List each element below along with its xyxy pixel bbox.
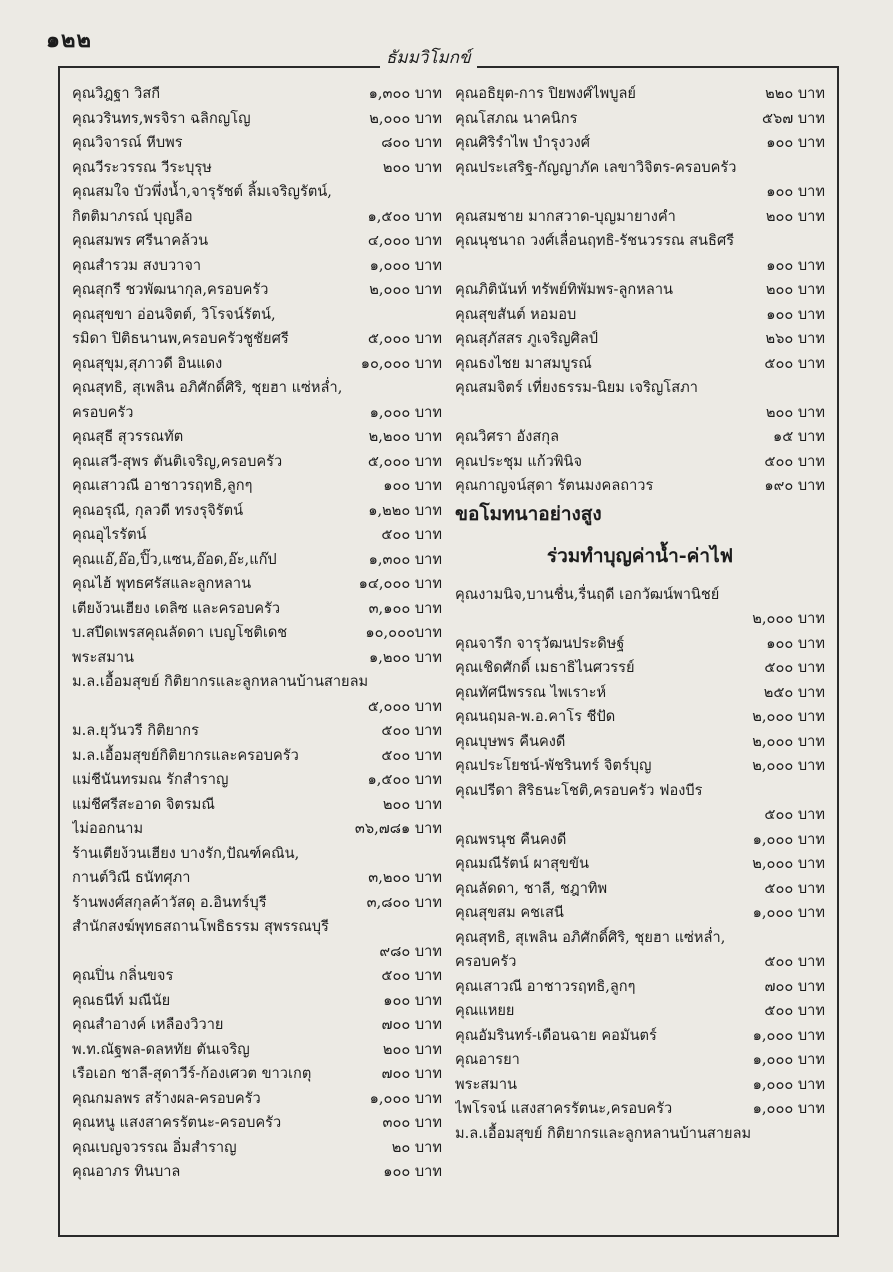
donor-row [72, 229, 442, 254]
donor-name: คุณพรนุช คืนคงดี [455, 830, 567, 848]
donor-name: แม่ชีนันทรมณ รักสำราญ [72, 771, 229, 788]
donor-name: คุณนุชนาถ วงศ์เลื่อนฤทธิ-รัชนวรรณ สนธิศรี [455, 232, 735, 249]
donation-amount: ๒๕๐ บาท [763, 683, 825, 701]
donor-row [72, 205, 442, 230]
donor-row [72, 180, 442, 205]
donor-row [72, 964, 442, 989]
donor-name: คุณบุษพร คืนคงดี [455, 732, 566, 750]
donor-row [455, 803, 825, 828]
donation-amount: ๕๐๐ บาท [764, 953, 825, 970]
donation-amount: ๕๐๐ บาท [381, 967, 442, 984]
donor-name: คุณวีระวรรณ วีระบุรุษ [72, 158, 212, 176]
donation-amount: ๒,๐๐๐ บาท [752, 855, 825, 872]
left-column [72, 82, 442, 1185]
donation-amount: ๕๖๗ บาท [762, 109, 825, 127]
donor-name: คุณสมพร ศรีนาคล้วน [72, 232, 209, 249]
donor-name: คุณปิ่น กลิ่นขจร [72, 967, 174, 984]
donor-name: คุณเสาวณี อาชาวรฤทธิ,ลูกๆ [455, 977, 636, 995]
donor-name: ครอบครัว [72, 403, 134, 421]
donor-row [455, 376, 825, 401]
donor-row [72, 254, 442, 279]
donor-name: คุณสุขสม คชเสนี [455, 904, 564, 921]
donation-amount: ๑,๓๐๐ บาท [368, 550, 442, 568]
donor-name: ม.ล.เอื้อมสุขย์ กิติยากรและลูกหลานบ้านสายลม [455, 1124, 752, 1142]
donor-name: คุณเบญจวรรณ อิ่มสำราญ [72, 1138, 237, 1156]
donor-row [72, 523, 442, 548]
donor-row [455, 705, 825, 730]
donor-name: บ.สปีดเพรสคุณลัดดา เบญโชติเดช [72, 624, 288, 641]
donation-amount: ๑๐,๐๐๐บาท [365, 624, 442, 641]
donor-row [72, 425, 442, 450]
donor-name: คุณประชุม แก้วพินิจ [455, 452, 582, 470]
donor-row [455, 754, 825, 779]
donation-amount: ๕๐๐ บาท [381, 722, 442, 739]
donor-row [455, 303, 825, 328]
donor-name: ม.ล.เอื้อมสุขย์ กิติยากรและลูกหลานบ้านสายลม [72, 673, 369, 690]
donor-row [72, 1160, 442, 1185]
donor-name: คุณสุขสันต์ หอมอบ [455, 305, 577, 323]
donation-amount: ๑,๐๐๐ บาท [752, 1026, 825, 1044]
donor-row [455, 229, 825, 254]
donor-name: คุณเสวี-สุพร ตันติเจริญ,ครอบครัว [72, 452, 283, 470]
donor-row [72, 1136, 442, 1161]
donor-name: คุณสำรวม สงบวาจา [72, 256, 202, 274]
donor-name: คุณศิริรำไพ บำรุงวงศ์ [455, 134, 591, 151]
donor-name: คุณสุขุม,สุภาวดี อินแดง [72, 354, 223, 372]
donation-amount: ๕๐๐ บาท [764, 354, 825, 372]
donation-amount: ๒๐๐ บาท [765, 403, 825, 421]
donation-amount: ๑,๓๐๐ บาท [368, 85, 442, 102]
donation-amount: ๒,๐๐๐ บาท [752, 610, 825, 627]
donor-row [455, 632, 825, 657]
donation-amount: ๑๐,๐๐๐ บาท [360, 354, 442, 372]
donor-name: คุณสุขขา อ่อนจิตต์, วิโรจน์รัตน์, [72, 305, 276, 323]
donation-amount: ๑๐๐ บาท [766, 634, 825, 652]
donation-amount: ๑,๕๐๐ บาท [367, 207, 442, 225]
donor-name: คุณอรุณี, กุลวดี ทรงรุจิรัตน์ [72, 501, 244, 519]
donation-amount: ๒,๐๐๐ บาท [752, 732, 825, 750]
donor-name: ไพโรจน์ แสงสาครรัตนะ,ครอบครัว [455, 1100, 673, 1117]
donor-name: พระสมาน [72, 648, 134, 666]
donor-name: กิตติมาภรณ์ บุญลือ [72, 207, 193, 225]
donation-amount: ๒๐๐ บาท [382, 1040, 442, 1058]
donation-amount: ๑๐๐ บาท [766, 256, 825, 274]
donor-row [455, 401, 825, 426]
donor-name: คุณประโยชน์-พัชรินทร์ จิตร์บุญ [455, 757, 652, 774]
donor-name: คุณกมลพร สร้างผล-ครอบครัว [72, 1089, 261, 1107]
donation-amount: ๑๐๐ บาท [383, 477, 442, 494]
donor-name: คุณไฮ้ พุทธศรัสและลูกหลาน [72, 575, 252, 592]
donation-amount: ๕๐๐ บาท [764, 879, 825, 897]
donation-amount: ๕,๐๐๐ บาท [367, 697, 442, 715]
donor-row [72, 450, 442, 475]
header-title: ธัมมวิโมกข์ [380, 44, 477, 71]
donor-name: คุณสุทธิ, สุเพลิน อภิศักดิ์ศิริ, ชุยฮา แซ่หล่ำ, [72, 379, 343, 396]
donation-amount: ๕๐๐ บาท [764, 806, 825, 823]
donation-amount: ๒๐๐ บาท [765, 281, 825, 298]
donor-name: คุณมณีรัตน์ ผาสุขขัน [455, 855, 589, 872]
donor-row [455, 205, 825, 230]
donor-row [72, 793, 442, 818]
donor-name: คุณสมจิตร์ เที่ยงธรรม-นิยม เจริญโสภา [455, 379, 698, 396]
donor-name: คุณสุภัสสร ภูเจริญศิลป์ [455, 330, 599, 347]
donor-name: เตียง้วนเฮียง เดลิซ และครอบครัว [72, 599, 281, 617]
donor-row [455, 352, 825, 377]
donor-row [72, 646, 442, 671]
donor-row [455, 1097, 825, 1122]
donation-amount: ๑,๐๐๐ บาท [752, 1100, 825, 1117]
donation-amount: ๔,๐๐๐ บาท [367, 232, 442, 249]
donation-amount: ๓,๑๐๐ บาท [368, 599, 442, 617]
donor-name: คุณงามนิจ,บานชื่น,รื่นฤดี เอกวัฒน์พานิชย์ [455, 585, 720, 603]
donation-amount: ๑๐๐ บาท [766, 305, 825, 323]
donor-name: คุณสมใจ บัวพึ่งน้ำ,จารุรัชต์ ลิ้มเจริญรัตน์, [72, 183, 332, 200]
donation-amount: ๑๐๐ บาท [766, 134, 825, 151]
spacer [455, 529, 825, 541]
donor-row [72, 695, 442, 720]
donor-row [72, 1038, 442, 1063]
donor-row [455, 1073, 825, 1098]
donor-row [72, 915, 442, 940]
donation-amount: ๑,๕๐๐ บาท [367, 771, 442, 788]
donation-amount: ๑,๐๐๐ บาท [369, 256, 442, 274]
donation-amount: ๕๐๐ บาท [764, 1002, 825, 1019]
donor-name: คุณกาญจน์สุดา รัตนมงคลถาวร [455, 477, 654, 494]
donation-amount: ๑,๐๐๐ บาท [369, 403, 442, 421]
donor-name: ม.ล.เอื้อมสุขย์กิติยากรและครอบครัว [72, 746, 299, 764]
donor-row [72, 1111, 442, 1136]
donor-name: คุณสำอางค์ เหลืองวิวาย [72, 1016, 224, 1033]
donation-amount: ๑,๒๒๐ บาท [368, 501, 442, 519]
donor-row [72, 1062, 442, 1087]
donor-name: คุณทัศนีพรรณ ไพเราะห์ [455, 683, 607, 701]
donation-amount: ๑๐๐ บาท [383, 991, 442, 1009]
donor-row [72, 817, 442, 842]
donor-row [72, 744, 442, 769]
donation-amount: ๒๐๐ บาท [765, 207, 825, 225]
donation-amount: ๑,๐๐๐ บาท [752, 1075, 825, 1093]
donor-row [455, 278, 825, 303]
donor-row [72, 768, 442, 793]
donation-amount: ๓,๘๐๐ บาท [366, 893, 442, 911]
donation-amount: ๕,๐๐๐ บาท [367, 330, 442, 347]
donor-row [72, 303, 442, 328]
donor-name: คุณอุไรรัตน์ [72, 526, 147, 543]
donor-name: คุณภิตินันท์ ทรัพย์ทิพัมพร-ลูกหลาน [455, 281, 674, 298]
donor-row [455, 1024, 825, 1049]
donor-name: คุณปรีดา สิริธนะโชติ,ครอบครัว ฟองบีร [455, 781, 703, 799]
donor-row [72, 597, 442, 622]
donation-amount: ๘๐๐ บาท [381, 134, 442, 151]
donation-amount: ๒๐๐ บาท [382, 795, 442, 813]
donor-name: คุณแอ๊,อ๊อ,ปิ๊ว,แซน,อ๊อด,อ๊ะ,แก๊ป [72, 550, 277, 568]
donation-amount: ๓๐๐ บาท [382, 1114, 442, 1131]
donor-row [455, 450, 825, 475]
donor-row [72, 670, 442, 695]
donor-name: คุณวิฎฐา วิสกี [72, 85, 161, 102]
donor-name: สำนักสงฆ์พุทธสถานโพธิธรรม สุพรรณบุรี [72, 918, 329, 935]
donor-row [455, 779, 825, 804]
donor-name: คุณจารีก จารุวัฒนประดิษฐ์ [455, 634, 625, 652]
donor-name: คุณนฤมล-พ.อ.คาโร ชีปัด [455, 708, 616, 725]
donation-amount: ๗๐๐ บาท [381, 1065, 442, 1082]
donor-row [455, 1048, 825, 1073]
donor-name: แม่ชีศรีสะอาด จิตรมณี [72, 795, 215, 813]
donor-row [455, 131, 825, 156]
donor-row [455, 474, 825, 499]
donor-name: คุณเชิดศักดิ์ เมธาธิไนศวรรย์ [455, 659, 635, 676]
donor-name: คุณสุทธิ, สุเพลิน อภิศักดิ์ศิริ, ชุยฮา แซ่หล่ำ, [455, 928, 726, 946]
donor-name: คุณประเสริฐ-กัญญาภัค เลขาวิจิตร-ครอบครัว [455, 158, 737, 176]
donor-row [72, 499, 442, 524]
donation-amount: ๕๐๐ บาท [764, 452, 825, 470]
donor-name: ครอบครัว [455, 953, 517, 970]
donation-amount: ๑๙๐ บาท [764, 477, 825, 494]
donation-amount: ๑,๐๐๐ บาท [752, 830, 825, 848]
donor-row [455, 656, 825, 681]
donor-row [455, 999, 825, 1024]
donor-row [72, 156, 442, 181]
page-number: ๑๒๒ [46, 27, 92, 53]
donor-row [72, 401, 442, 426]
donor-name: คุณเสาวณี อาชาวรฤทธิ,ลูกๆ [72, 477, 253, 494]
donor-name: รมิดา ปิติธนานพ,ครอบครัวชูชัยศรี [72, 330, 289, 347]
donor-row [455, 180, 825, 205]
donation-amount: ๒๐ บาท [391, 1138, 442, 1156]
donor-name: คุณอารยา [455, 1051, 520, 1068]
donor-row [455, 82, 825, 107]
donation-amount: ๕๐๐ บาท [381, 746, 442, 764]
donation-amount: ๒,๐๐๐ บาท [369, 109, 442, 127]
right-column [455, 82, 825, 1146]
section-heading: ขอโมทนาอย่างสูง [455, 502, 602, 525]
donor-row [455, 107, 825, 132]
donation-amount: ๑,๐๐๐ บาท [752, 904, 825, 921]
donor-name: ร้านพงศ์สกุลค้าวัสดุ อ.อินทร์บุรี [72, 893, 267, 911]
donor-name: คุณแหยย [455, 1002, 515, 1019]
donation-amount: ๙๘๐ บาท [379, 942, 442, 960]
donor-row [455, 583, 825, 608]
donor-name: พระสมาน [455, 1075, 517, 1093]
donor-name: คุณสุกรี ชวพัฒนากุล,ครอบครัว [72, 281, 269, 298]
donor-name: กานต์วิณี ธนัทศุภา [72, 869, 191, 886]
donor-name: ร้านเตียง้วนเฮียง บางรัก,ปัณฑ์คณิน, [72, 844, 300, 862]
donor-row [72, 866, 442, 891]
donor-row [72, 1013, 442, 1038]
donor-name: คุณวิจารณ์ หีบพร [72, 134, 183, 151]
donation-amount: ๒๖๐ บาท [765, 330, 825, 347]
section-heading: ร่วมทำบุญค่าน้ำ-ค่าไฟ [546, 544, 734, 567]
donor-row [72, 940, 442, 965]
donor-name: คุณสมชาย มากสวาด-บุญมายางคำ [455, 207, 676, 225]
donor-row [72, 131, 442, 156]
donor-row [455, 926, 825, 951]
donor-row [455, 852, 825, 877]
donor-name: คุณอธิยุต-การ ปิยพงศ์ไพบูลย์ [455, 85, 636, 102]
donation-amount: ๒,๒๐๐ บาท [368, 428, 442, 445]
donation-amount: ๗๐๐ บาท [764, 977, 825, 995]
donor-name: เรือเอก ชาลี-สุดาวีร์-ก้องเศวต ขาวเกตุ [72, 1065, 312, 1082]
donation-amount: ๑,๐๐๐ บาท [369, 1089, 442, 1107]
donor-name: คุณวิศรา อังสกุล [455, 428, 560, 445]
donor-name: คุณโสภณ นาคนิกร [455, 109, 578, 127]
donation-amount: ๒,๐๐๐ บาท [752, 708, 825, 725]
donor-row [72, 107, 442, 132]
donor-name: คุณสุธี สุวรรณทัต [72, 428, 184, 445]
donor-name: คุณลัดดา, ชาลี, ชฎาทิพ [455, 879, 608, 897]
donor-row [72, 572, 442, 597]
donation-amount: ๓๖,๗๘๑ บาท [354, 820, 442, 837]
donor-row [455, 327, 825, 352]
donor-name: ไม่ออกนาม [72, 820, 144, 837]
donor-row [72, 842, 442, 867]
donor-name: คุณธงไชย มาสมบูรณ์ [455, 354, 592, 372]
donor-row [455, 901, 825, 926]
donor-name: คุณหนู แสงสาครรัตนะ-ครอบครัว [72, 1114, 282, 1131]
donor-name: คุณอาภร ทินบาล [72, 1163, 181, 1180]
donation-amount: ๒๐๐ บาท [382, 158, 442, 176]
donation-amount: ๑,๐๐๐ บาท [752, 1051, 825, 1068]
donor-row [72, 1087, 442, 1112]
donor-row [72, 327, 442, 352]
donor-row [455, 254, 825, 279]
donor-row [455, 1122, 825, 1147]
donor-row [72, 278, 442, 303]
donor-row [72, 891, 442, 916]
donation-amount: ๑๐๐ บาท [766, 183, 825, 200]
spacer [455, 571, 825, 583]
donor-row [455, 607, 825, 632]
donor-row [455, 156, 825, 181]
donor-row [455, 730, 825, 755]
donation-amount: ๒๒๐ บาท [765, 85, 825, 102]
donor-row [72, 376, 442, 401]
donor-name: คุณอัมรินทร์-เดือนฉาย คอมันตร์ [455, 1026, 657, 1044]
donor-name: พ.ท.ณัฐพล-ดลหทัย ตันเจริญ [72, 1040, 250, 1058]
donor-row [455, 950, 825, 975]
donation-amount: ๕๐๐ บาท [381, 526, 442, 543]
donor-row [72, 621, 442, 646]
donation-amount: ๑๐๐ บาท [383, 1163, 442, 1180]
donor-row [72, 82, 442, 107]
donation-amount: ๗๐๐ บาท [381, 1016, 442, 1033]
donation-amount: ๑๔,๐๐๐ บาท [358, 575, 442, 592]
donor-row [455, 975, 825, 1000]
donor-name: คุณวรินทร,พรจิรา ฉลิกญโญ [72, 109, 251, 127]
donor-row [72, 352, 442, 377]
donation-amount: ๑,๒๐๐ บาท [368, 648, 442, 666]
donor-row [72, 719, 442, 744]
donor-row [72, 548, 442, 573]
donor-row [455, 425, 825, 450]
donation-amount: ๕๐๐ บาท [764, 659, 825, 676]
donor-name: ม.ล.ยุวันวรี กิติยากร [72, 722, 199, 739]
donor-row [455, 828, 825, 853]
donation-amount: ๒,๐๐๐ บาท [752, 757, 825, 774]
donor-row [72, 474, 442, 499]
donation-amount: ๓,๒๐๐ บาท [368, 869, 442, 886]
donation-amount: ๑๕ บาท [772, 428, 825, 445]
donation-amount: ๒,๐๐๐ บาท [369, 281, 442, 298]
donor-row [72, 989, 442, 1014]
donor-row [455, 877, 825, 902]
donor-row [455, 681, 825, 706]
donation-amount: ๕,๐๐๐ บาท [367, 452, 442, 470]
donor-name: คุณธนีท์ มณีนัย [72, 991, 171, 1009]
